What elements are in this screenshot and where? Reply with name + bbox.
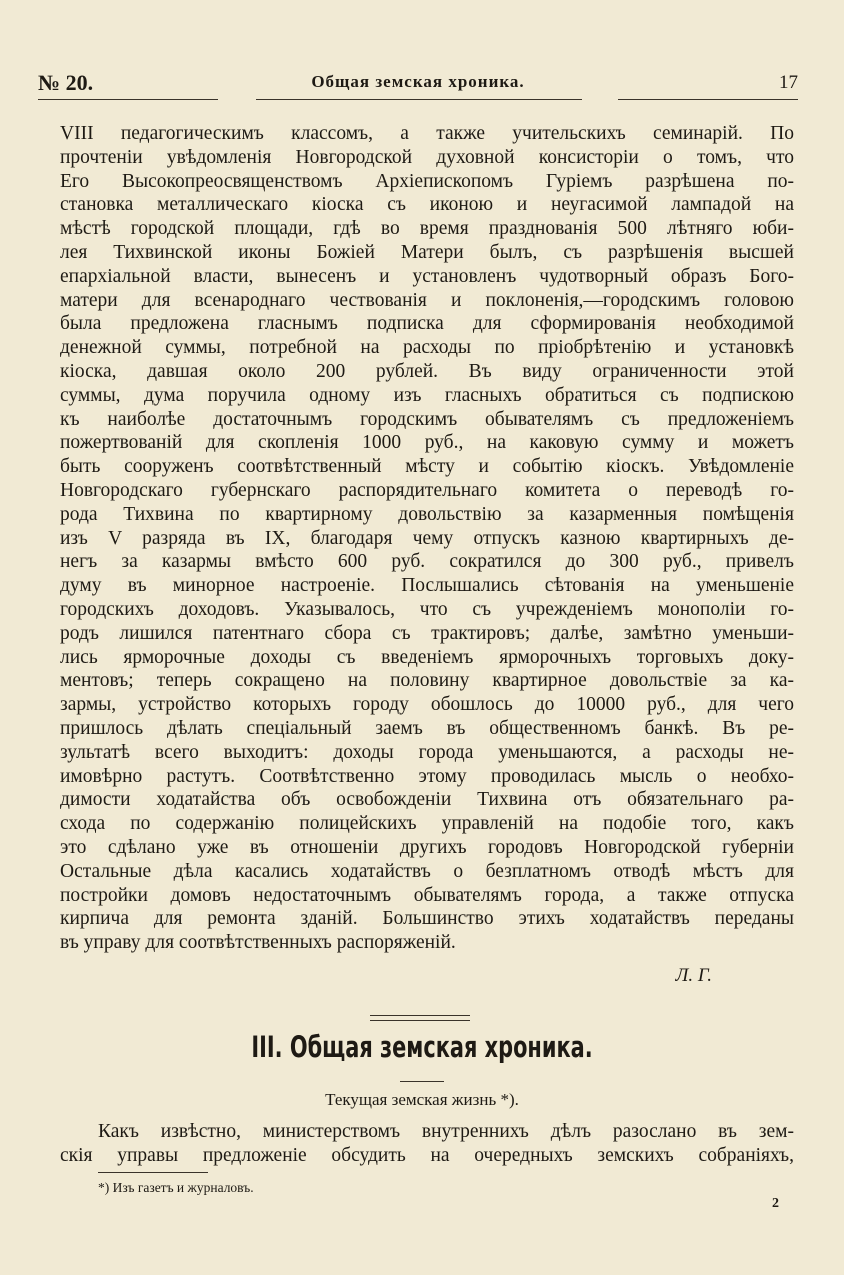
issue-number: № 20. [38, 70, 94, 95]
text-line: постройки домовъ недостаточнымъ обывателямъ города, а также отпуска [60, 884, 794, 906]
section-line: скія управы предложеніе обсудить на очередныхъ земскихъ собраніяхъ, [60, 1144, 794, 1166]
section-body [60, 1120, 794, 1168]
footnote: *) Изъ газетъ и журналовъ. [98, 1180, 254, 1195]
section-subtitle: Текущая земская жизнь *). [325, 1090, 519, 1109]
text-line: родъ лишился патентнаго сбора съ трактировъ; далѣе, замѣтно уменьши- [60, 622, 794, 644]
text-line: пожертвованій для скопленія 1000 руб., на каковую сумму и можетъ [60, 432, 794, 454]
text-line: лея Тихвинской иконы Божіей Матери былъ, съ разрѣшенія высшей [60, 241, 794, 263]
title-rule [400, 1081, 444, 1082]
text-line: рода Тихвина по квартирному довольствію за казарменныя помѣщенія [60, 503, 794, 525]
text-line: VIII педагогическимъ классомъ, а также учительскихъ семинарій. По [60, 123, 794, 144]
article-body [60, 122, 794, 955]
sheet-signature: 2 [772, 1196, 779, 1211]
text-line: изъ V разряда въ IX, благодаря чему отпускъ казною квартирныхъ де- [60, 527, 794, 549]
header-rule-left [38, 99, 218, 100]
text-line: епархіальной власти, вынесенъ и установленъ чудотворный образъ Бого- [60, 265, 794, 287]
text-line: матери для всенароднаго чествованія и поклоненія,—городскимъ головою [60, 289, 794, 311]
section-title: III. Общая земская хроника. [251, 1030, 593, 1064]
text-line: кіоска, давшая около 200 рублей. Въ виду ограниченности этой [60, 360, 794, 382]
footnote-rule [98, 1172, 208, 1173]
text-line: Его Высокопреосвященствомъ Архіепископомъ Гуріемъ разрѣшена по- [60, 170, 794, 192]
text-line: имовѣрно растутъ. Соотвѣтственно этому проводилась мысль о необхо- [60, 765, 794, 787]
text-line: суммы, дума поручила одному изъ гласныхъ обратиться съ подпискою [60, 384, 794, 406]
text-line: ментовъ; теперь сокращено на половину квартирное довольствіе за ка- [60, 670, 794, 692]
section-line: Какъ извѣстно, министерствомъ внутреннихъ дѣлъ разослано въ зем- [98, 1121, 794, 1142]
text-line: въ управу для соотвѣтственныхъ распоряженій. [60, 932, 456, 954]
text-line: димости ходатайства объ освобожденіи Тихвина отъ обязательнаго ра- [60, 789, 794, 811]
text-line: къ наиболѣе достаточнымъ городскимъ обывателямъ съ предложеніемъ [60, 408, 794, 430]
text-line: пришлось дѣлать спеціальный заемъ въ общественномъ банкѣ. Въ ре- [60, 717, 794, 739]
text-line: негъ за казармы вмѣсто 600 руб. сократился до 300 руб., привелъ [60, 551, 794, 573]
header-rule-right [618, 99, 798, 100]
text-line: зармы, устройство которыхъ городу обошлось до 10000 руб., для чего [60, 694, 794, 716]
text-line: думу въ минорное настроеніе. Послышались сѣтованія на уменьшеніе [60, 575, 794, 597]
text-line: городскихъ доходовъ. Указывалось, что съ учрежденіемъ монополіи го- [60, 598, 794, 620]
text-line: Остальные дѣла касались ходатайствъ о безплатномъ отводѣ мѣстъ для [60, 860, 794, 882]
text-line: лись ярморочные доходы съ введеніемъ ярморочныхъ торговыхъ доку- [60, 646, 794, 668]
text-line: была предложена гласнымъ подписка для сформированія необходимой [60, 313, 794, 335]
page-header [38, 70, 798, 100]
text-line: кирпича для ремонта зданій. Большинство этихъ ходатайствъ переданы [60, 908, 794, 930]
text-line: Новгородскаго губернскаго распорядительнаго комитета о переводѣ го- [60, 479, 794, 501]
text-line: прочтеніи увѣдомленія Новгородской духовной консисторіи о томъ, что [60, 146, 794, 168]
page-number: 17 [779, 72, 798, 93]
text-line: денежной суммы, потребной на расходы по пріобрѣтенію и установкѣ [60, 337, 794, 359]
text-line: быть сооруженъ соотвѣтственный мѣсту и событію кіоскъ. Увѣдомленіе [60, 456, 794, 478]
text-line: это сдѣлано уже въ отношеніи другихъ городовъ Новгородской губерніи [60, 836, 794, 858]
text-line: схода по содержанію полицейскихъ управленій на подобіе того, какъ [60, 813, 794, 835]
header-rule-center [256, 99, 582, 100]
section-divider [370, 1015, 470, 1021]
author-signature: Л. Г. [675, 965, 712, 986]
text-line: становка металлическаго кіоска съ иконою и неугасимой лампадой на [60, 194, 794, 216]
running-title: Общая земская хроника. [311, 72, 525, 91]
text-line: мѣстѣ городской площади, гдѣ во время празднованія 500 лѣтняго юби- [60, 218, 794, 240]
text-line: зультатѣ всего выходитъ: доходы города уменьшаются, а расходы не- [60, 741, 794, 763]
